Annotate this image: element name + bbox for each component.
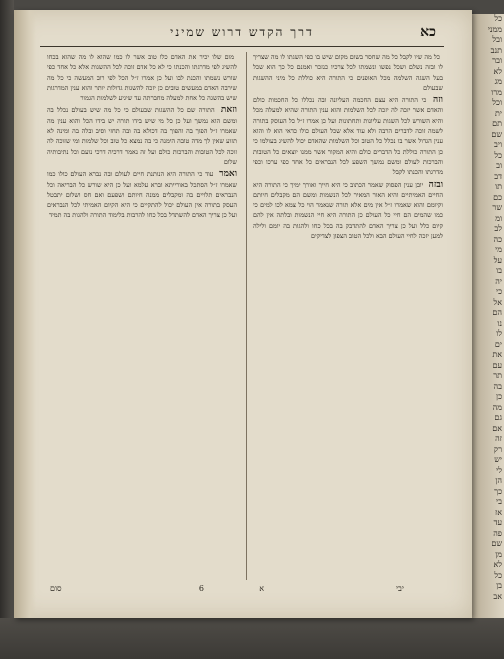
- facing-page-fragment: לא: [493, 560, 502, 569]
- facing-page-fragment: בו: [496, 266, 502, 275]
- facing-page-fragment: בי: [496, 497, 502, 506]
- paragraph: [47, 169, 237, 220]
- facing-page-fragment: לי: [496, 465, 502, 475]
- facing-page-fragment: אם: [492, 423, 502, 433]
- facing-page-fragment: אז: [494, 507, 502, 517]
- facing-page-fragment: זה: [495, 434, 502, 443]
- facing-page-fragment: בה: [493, 381, 502, 391]
- facing-page-fragment: לו: [496, 329, 502, 338]
- paragraph: [253, 95, 443, 177]
- facing-page-fragment: אב: [493, 591, 502, 601]
- facing-page-fragment: הם: [492, 308, 502, 317]
- facing-page-fragment: ים: [494, 339, 502, 349]
- facing-page-fragment: תם: [492, 119, 502, 128]
- facing-page-fragment: תנב: [490, 45, 502, 55]
- page-footer: [40, 584, 444, 598]
- facing-page-fragment: אל: [493, 297, 502, 307]
- scan-backdrop-bottom: [0, 618, 504, 659]
- facing-page-fragment: פה: [493, 528, 502, 538]
- paragraph: [253, 52, 443, 93]
- signature-mark: א: [259, 584, 264, 593]
- catchword: סום: [50, 584, 62, 593]
- facing-page-fragment: כי: [495, 287, 502, 296]
- facing-page-fragment: נו: [497, 318, 502, 328]
- facing-page-fragment: עד: [493, 518, 502, 527]
- facing-page-fragment: את: [492, 350, 502, 359]
- facing-page-edge: [472, 14, 504, 618]
- facing-page-fragment: תו: [495, 182, 502, 191]
- paragraph: [47, 105, 237, 167]
- facing-page-fragment: לא: [493, 66, 502, 76]
- facing-page-fragment: כך: [494, 486, 502, 496]
- facing-page-fragment: כה: [493, 234, 502, 244]
- facing-page-fragment: כל: [494, 150, 502, 160]
- signature-mark: יבי: [395, 584, 404, 593]
- folio-number: כא: [420, 24, 436, 40]
- text-column-right: [253, 52, 443, 580]
- paragraph-text: יובן ענין הפסוק שאמר הכתוב כי היא חייך ואורך ימיך כי התורה היא החיים האמיתיים והיא האור המאיר לכל הנשמות ומשם הם מקבלים חיותם וקיומם והוא שאמרו ז״ל אין מים אלא תורה שנאמר הוי כל צמא לכו למים כי כמו שהמים הם חיי כל העולם כן התורה היא חיי הנשמות ובלתה אין להם קיום כלל ועל כן צריך האדם להתדבק בה בכל כחו ולהגות בה יומם ולילה למען יזכה לחיי העולם הבא ולכל הטוב הצפון לצדיקים: [253, 180, 443, 241]
- paragraph-text: עוד כי התורה היא הנותנת חיים לעולם ובה נברא העולם כולו כמו שאמרו ז״ל הסתכל באורייתא וברא עלמא ועל כן היא שורש כל הבריאה וכל הנבראים תלויים בה ומקבלים ממנה חיותם ושפעם ואם חס ושלום יתבטל העסק בתורה אין העולם יכול להתקיים כי היא הקיום האמיתי לכל הנבראים ועל כן צריך האדם להשתדל בכל כחו להרבות בלימוד התורה ולהגות בה תמיד: [47, 170, 237, 220]
- facing-page-fragment: יה: [495, 276, 502, 286]
- facing-page-fragment: כם: [493, 192, 502, 202]
- column-divider: [246, 52, 247, 580]
- facing-page-fragment: וב: [496, 161, 502, 170]
- facing-page-fragment: ממני: [487, 24, 502, 34]
- paragraph-text: כל מה שיו לקבל כל מה שחסר בשום מקום שיש בו כפי השגתו לו מה שצריך לו ובזה נשלם ושכל נפשו ונשמתו לכל צרכיו כנזכר ואמנם כל כך הוא שכל בעל השגה השלמה מכל האופנים כי התורה היא כוללת כל מיני ההשגות שבעולם: [253, 53, 443, 92]
- paragraph-text: כי התורה היא עצם החכמה העליונה ובה נכללו כל החכמות כולם והאדם אשר יזכה לה יזכה לכל השלמות והוא ענין התורה שהיא למעלה מכל והיא השורש לכל השגות עליונות ותחתונות ועל כן אמרו ז״ל כל העוסק בתורה לשמה זוכה לדברים הרבה ולא עוד אלא שכל העולם כולו כדאי הוא לו והוא ענין הגדול אשר בו נכלל כל הטוב וכל השלמות שהאדם יכול להשיג בעולמו כי כן התורה כוללת כל הדברים כולם והיא המקור אשר ממנו יוצאים כל הטובות והברכות לעולם ומשם נמשך השפע לכל הנבראים כל אחד כפי ערכו וכפי מדרגתו והכנתו לקבל: [253, 96, 443, 177]
- facing-page-fragment: על: [493, 255, 502, 265]
- paragraph-text: מום שלו יכיר את האדם כלו טוב אשר לו כמו שהוא לו מה שהוא בכחו להשיג לפי מדרגתו והכנתו כי לא כל אדם זוכה לכל ההשגות אלא כל אחד כפי שורש נשמתו והכנת לבו ועל כן אמרו ז״ל הכל לפי רוב המעשה כי כל מה שירבה האדם במעשים טובים כן יזכה להשגות גדולות יותר והוא ענין המדרגות שיש בהשגה כל אחת למעלה מחברתה עד שיגיע לשלמות הגמור: [47, 53, 237, 103]
- paragraph-text: התורה שם כל ההשגות שבעולם כי כל מה שיש בעולם נכלל בה ומשם הוא נמשך ועל כן כל מי שיש בידו תורה יש בידו הכל והוא ענין מה שאמרו ז״ל הפוך בה והפוך בה דכולא בה ובה תחזי וסיב ובלה בה ומינה לא תזוע שאין לך מדה טובה הימנה כי בה נמצא כל טוב וכל שלמות ומי שזוכה לה זוכה לכל הטובות והברכות כולם ועל זה נאמר דרכיה דרכי נועם וכל נתיבותיה שלום: [47, 106, 237, 166]
- paragraph-lead-word: ובזה: [428, 179, 443, 190]
- facing-page-fragment: ומ: [495, 213, 502, 223]
- facing-page-fragment: מרו: [491, 87, 502, 97]
- facing-page-fragment: שם: [491, 129, 502, 139]
- text-column-left: [47, 52, 237, 580]
- facing-page-fragment: ית: [495, 108, 502, 118]
- paragraph: [47, 52, 237, 103]
- facing-page-fragment: ויב: [494, 140, 502, 149]
- facing-page-fragment: לב: [494, 224, 502, 233]
- facing-page-fragment: שר: [492, 203, 502, 212]
- header-rule: [40, 46, 444, 47]
- facing-page-fragment: מה: [492, 402, 502, 412]
- paragraph-lead-word: ואמר: [219, 169, 237, 180]
- facing-page-fragment: רק: [493, 444, 502, 454]
- facing-page-fragment: תר: [493, 371, 502, 380]
- scan-backdrop-left: [0, 0, 14, 659]
- page-header: [40, 22, 444, 44]
- paragraph-lead-word: וזאת: [220, 105, 237, 116]
- facing-page-fragment: ובל: [492, 35, 502, 44]
- facing-page-fragment: ובר: [492, 56, 502, 65]
- paragraph: [253, 180, 443, 242]
- running-title: דרך הקדש דרוש שמיני: [170, 25, 314, 39]
- facing-page-fragment: יש: [494, 455, 502, 464]
- facing-page-fragment: כל: [494, 570, 502, 580]
- signature-mark: 6: [198, 584, 204, 593]
- facing-page-fragment: הן: [495, 476, 502, 485]
- facing-page-fragment: שם: [491, 539, 502, 548]
- facing-page-fragment: עם: [492, 360, 502, 370]
- facing-page-fragment: מי: [495, 245, 502, 254]
- facing-page-fragment: וכל: [492, 98, 502, 107]
- facing-page-fragment: דב: [494, 171, 502, 181]
- page-gutter: [14, 10, 36, 618]
- facing-page-fragment: מן: [495, 549, 502, 559]
- facing-page-fragment: גם: [494, 413, 502, 422]
- facing-page-fragment: כן: [496, 392, 502, 401]
- facing-page-fragment: מג: [494, 77, 502, 86]
- facing-page-fragment: כל: [494, 14, 502, 23]
- paragraph-lead-word: וזה: [432, 95, 443, 106]
- facing-page-fragment: בן: [496, 581, 502, 590]
